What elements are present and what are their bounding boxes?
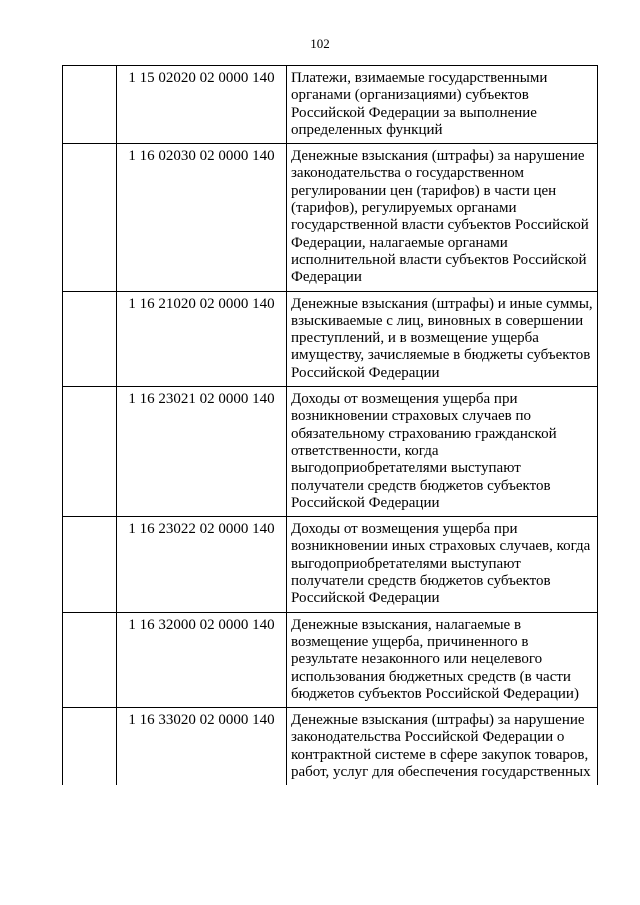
table-row: [63, 612, 598, 707]
table-row: [63, 291, 598, 386]
table-row: [63, 387, 598, 517]
revenue-code-cell: 1 16 21020 02 0000 140: [117, 291, 287, 386]
revenue-name-cell: Платежи, взимаемые государственными органами (организациями) субъектов Российской Федерации за выполнение определенных функций: [287, 66, 598, 144]
revenue-name-cell: Доходы от возмещения ущерба при возникновении иных страховых случаев, когда выгодоприобретателями выступают получатели средств бюджетов субъектов Российской Федерации: [287, 517, 598, 612]
admin-code-cell: [63, 387, 117, 517]
revenue-code-cell: 1 16 33020 02 0000 140: [117, 708, 287, 786]
admin-code-cell: [63, 66, 117, 144]
revenue-code-cell: 1 16 02030 02 0000 140: [117, 144, 287, 291]
revenue-code-cell: 1 16 23021 02 0000 140: [117, 387, 287, 517]
revenue-name-cell: Денежные взыскания (штрафы) за нарушение законодательства Российской Федерации о контрактной системе в сфере закупок товаров, работ, услуг для обеспечения государственных: [287, 708, 598, 786]
table-row: [63, 66, 598, 144]
table-row: [63, 144, 598, 291]
revenue-code-cell: 1 16 32000 02 0000 140: [117, 612, 287, 707]
table-row: [63, 708, 598, 786]
budget-revenue-table: [62, 65, 598, 785]
table-row: [63, 517, 598, 612]
page-number: 102: [310, 36, 330, 51]
admin-code-cell: [63, 144, 117, 291]
revenue-name-cell: Доходы от возмещения ущерба при возникновении страховых случаев по обязательному страхованию гражданской ответственности, когда выгодоприобретателями выступают получатели средств бюджетов субъектов Российской Федерации: [287, 387, 598, 517]
revenue-name-cell: Денежные взыскания (штрафы) и иные суммы, взыскиваемые с лиц, виновных в совершении преступлений, и в возмещение ущерба имуществу, зачисляемые в бюджеты субъектов Российской Федерации: [287, 291, 598, 386]
revenue-name-cell: Денежные взыскания, налагаемые в возмещение ущерба, причиненного в результате незаконного или нецелевого использования бюджетных средств (в части бюджетов субъектов Российской Федерации): [287, 612, 598, 707]
revenue-name-cell: Денежные взыскания (штрафы) за нарушение законодательства о государственном регулировании цен (тарифов) в части цен (тарифов), регулируемых органами государственной власти субъектов Российской Федерации, налагаемые органами исполнительной власти субъектов Российской Федерации: [287, 144, 598, 291]
admin-code-cell: [63, 517, 117, 612]
revenue-code-cell: 1 16 23022 02 0000 140: [117, 517, 287, 612]
admin-code-cell: [63, 708, 117, 786]
admin-code-cell: [63, 291, 117, 386]
admin-code-cell: [63, 612, 117, 707]
revenue-code-cell: 1 15 02020 02 0000 140: [117, 66, 287, 144]
